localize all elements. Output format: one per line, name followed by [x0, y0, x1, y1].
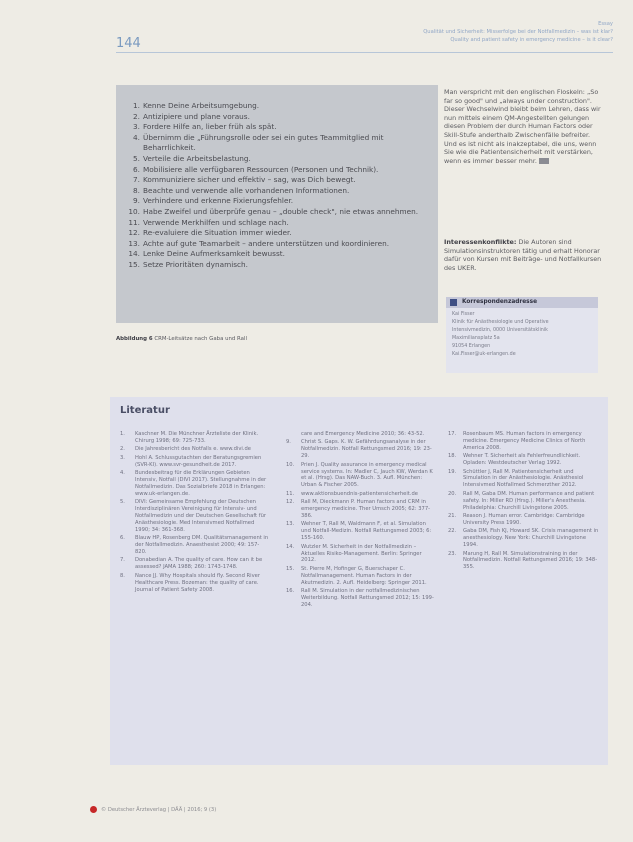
- reference-entry: [286, 491, 436, 498]
- reference-number: 21.: [448, 512, 457, 519]
- crm-principle-text: Verwende Merkhilfen und schlage nach.: [143, 217, 289, 227]
- reference-text: Christ S. Gaps. K. W. Gefährdungsanalyse in der Notfallmedizin. Notfall Rettungsmed 2016; 19: 23-29.: [301, 439, 432, 460]
- reference-number: 19.: [448, 468, 457, 475]
- crm-principle-number: 7.: [133, 175, 140, 185]
- crm-principle-number: 2.: [133, 111, 140, 121]
- crm-principle-number: 5.: [133, 153, 140, 163]
- figure-caption-label: Abbildung 6: [116, 336, 153, 342]
- crm-principle-text: Mobilisiere alle verfügbaren Ressourcen (Personen und Technik).: [143, 164, 379, 174]
- reference-entry: [120, 446, 270, 453]
- crm-principle-number: 3.: [133, 122, 140, 132]
- reference-number: 1.: [120, 431, 125, 437]
- reference-number: 3.: [120, 454, 125, 461]
- reference-number: 7.: [120, 557, 125, 564]
- header-line-english: Quality and patient safety in emergency medicine – is it clear?: [450, 37, 613, 43]
- reference-entry: [448, 431, 600, 452]
- crm-principle-text: Setze Prioritäten dynamisch.: [143, 259, 248, 269]
- crm-principle-item: [126, 186, 432, 197]
- reference-number: 10.: [286, 461, 295, 468]
- reference-entry: [286, 588, 436, 609]
- reference-text: Donabedian A. The quality of care. How can it be assessed? JAMA 1988; 260: 1743-1748.: [135, 557, 263, 571]
- reference-text: Schüttler J, Rall M. Patientensicherheit und Simulation in der Anästhesiologie. Anästhesiol Intensivmed Notfallmed Schmerzther 2012.: [463, 468, 584, 489]
- crm-principle-number: 12.: [128, 228, 140, 238]
- crm-principle-text: Übernimm die „Führungsrolle oder sei ein gutes Teammitglied mit Beharrlichkeit.: [143, 132, 384, 153]
- reference-text: Kaschner M. Die Münchner Ärzteliste der Klinik. Chirurg 1998; 69: 725-733.: [135, 431, 259, 444]
- crm-principle-text: Kommuniziere sicher und effektiv – sag, was Dich bewegt.: [143, 175, 356, 185]
- reference-number: 5.: [120, 499, 125, 506]
- reference-entry: [120, 535, 270, 556]
- header-line-german: Qualität und Sicherheit: Misserfolge bei der Notfallmedizin – was ist klar?: [423, 29, 613, 35]
- reference-entry: [286, 566, 436, 587]
- reference-number: 8.: [120, 572, 125, 579]
- crm-principle-text: Re-evaluiere die Situation immer wieder.: [143, 228, 292, 238]
- correspondence-header: [446, 297, 598, 308]
- crm-principle-item: [126, 228, 432, 239]
- crm-principle-item: [126, 112, 432, 123]
- literature-column-3: [448, 431, 600, 573]
- header-divider: [116, 52, 613, 53]
- reference-number: 23.: [448, 550, 457, 557]
- reference-text: care and Emergency Medicine 2010; 36: 43-52.: [301, 431, 425, 437]
- reference-text: Nance JJ. Why Hospitals should fly. Second River Healthcare Press. Bozeman: the quality of care. Journal of Patient Safety 2008.: [135, 572, 260, 593]
- crm-principle-item: [126, 218, 432, 229]
- reference-number: 2.: [120, 446, 125, 453]
- crm-principle-number: 13.: [128, 238, 140, 248]
- crm-principle-text: Verhindere und erkenne Fixierungsfehler.: [143, 196, 294, 206]
- reference-text: Rall M, Gaba DM. Human performance and patient safety. In: Miller RD (Hrsg.). Miller's Anesthesia. Philadelphia: Churchill Livingstone 2005.: [463, 490, 595, 511]
- crm-principle-item: [126, 133, 432, 154]
- crm-principle-item: [126, 207, 432, 218]
- crm-principle-item: [126, 260, 432, 271]
- figure-caption-text: CRM-Leitsätze nach Gaba und Rall: [154, 336, 247, 342]
- crm-principle-item: [126, 154, 432, 165]
- crm-principle-number: 10.: [128, 206, 140, 216]
- reference-number: 20.: [448, 490, 457, 497]
- crm-principle-number: 11.: [128, 217, 140, 227]
- crm-principle-number: 8.: [133, 185, 140, 195]
- reference-entry: [120, 499, 270, 534]
- crm-principle-number: 15.: [128, 259, 140, 269]
- reference-number: 14.: [286, 543, 295, 550]
- reference-text: Wehner T, Rall M, Waldmann F, et al. Simulation und Notfall-Medizin. Notfall Rettungsmed 2003; 6: 155-160.: [301, 521, 432, 542]
- literature-panel: [110, 397, 608, 765]
- correspondence-line: 91054 Erlangen: [452, 344, 491, 349]
- crm-principle-number: 1.: [133, 101, 140, 110]
- literature-title: Literatur: [120, 405, 170, 416]
- reference-text: Reason J. Human error. Cambridge: Cambridge University Press 1990.: [463, 512, 585, 526]
- crm-principle-text: Verteile die Arbeitsbelastung.: [143, 153, 251, 163]
- reference-entry: [286, 439, 436, 460]
- correspondence-line: Intensivmedizin, 0000 Universitätsklinik: [452, 328, 548, 333]
- crm-principles-figure: [116, 85, 438, 323]
- reference-number: 13.: [286, 521, 295, 528]
- reference-text: Bundesbeitrag für die Erklärungen Gebieten Intensiv, Notfall (DIVI 2017). Stellungnahme in der Notfallmedizin. Das Sozialbriefe 2018 in Erlangen: www.uk-erlangen.de.: [135, 470, 267, 497]
- reference-text: Wehner T. Sicherheit als Fehlerfreundlichkeit. Opladen: Westdeutscher Verlag 1992.: [463, 453, 581, 467]
- crm-principle-number: 4.: [133, 132, 140, 142]
- page-number: 144: [116, 36, 141, 51]
- reference-number: 22.: [448, 528, 457, 535]
- reference-number: 15.: [286, 565, 295, 572]
- reference-text: Rall M. Simulation in der notfallmedizinischen Weiterbildung. Notfall Rettungsmed 2012; 15: 199-204.: [301, 588, 434, 608]
- crm-principle-number: 6.: [133, 164, 140, 174]
- literature-column-2: [286, 431, 436, 610]
- reference-entry: [448, 528, 600, 549]
- reference-entry: [120, 431, 270, 445]
- conflict-text: Die Autoren sind Simulationsinstruktoren tätig und erhalt Honorar dafür von Kursen mit Beiträge- und Notfallkursen des UKER.: [444, 238, 602, 272]
- correspondence-line: Kai.Fisser@uk-erlangen.de: [452, 352, 516, 357]
- crm-principle-text: Habe Zweifel und überprüfe genau – „double check", nie etwas annehmen.: [143, 206, 419, 216]
- crm-principle-text: Lenke Deine Aufmerksamkeit bewusst.: [143, 249, 285, 259]
- reference-number: 16.: [286, 588, 295, 595]
- reference-entry: [448, 513, 600, 527]
- reference-number: 12.: [286, 499, 295, 506]
- crm-principle-text: Antizipiere und plane voraus.: [143, 111, 250, 121]
- body-text-column: [444, 88, 604, 165]
- reference-entry: [120, 557, 270, 571]
- reference-text: www.aktionsbuendnis-patientensicherheit.de: [301, 490, 418, 497]
- body-paragraph: Dieser Wechselwind bleibt beim Lehren, dass wir nun mittels einem QM-Angestellten gelungen diesen Problem der durch Human Factors oder Skill-Stufe anderthalb Zwischenfälle befreiter. Und es ist nicht als inakzeptabel, die uns, wenn Sie wie die Patientensicherheit mit verstärken, wenn es immer besser mehr.: [444, 105, 601, 165]
- reference-number: 18.: [448, 453, 457, 460]
- crm-principle-item: [126, 196, 432, 207]
- reference-entry: [286, 499, 436, 520]
- crm-principle-item: [126, 175, 432, 186]
- running-header: [283, 20, 613, 44]
- crm-principle-item: [126, 165, 432, 176]
- reference-number: 11.: [286, 490, 295, 497]
- reference-text: Gaba DM, Fish KJ, Howard SK. Crisis management in anesthesiology. New York: Churchill Livingstone 1994.: [463, 528, 599, 549]
- reference-entry: [448, 491, 600, 512]
- reference-text: Prien J. Quality assurance in emergency medical service systems. In: Madler C, Jauch KW, Werdan K et al. (Hrsg). Das NAW-Buch. 3. Aufl. München: Urban & Fischer 2005.: [301, 461, 433, 489]
- correspondence-address: [446, 308, 598, 362]
- reference-entry: [286, 544, 436, 565]
- crm-principle-text: Achte auf gute Teamarbeit – andere unterstützen und koordinieren.: [143, 238, 390, 248]
- reference-text: DIVI: Gemeinsame Empfehlung der Deutschen Interdisziplinären Vereinigung für Intensiv- und Notfallmedizin und der Deutschen Gesellschaft für Anästhesiologie. Med Intensivmed Notfallmed 1990; 34: 361-368.: [135, 499, 266, 533]
- reference-text: St. Pierre M, Hofinger G, Buerschaper C. Notfallmanagement. Human Factors in der Akutmedizin. 2. Aufl. Heidelberg: Springer 2011.: [301, 565, 427, 586]
- correspondence-line: Kai Fisser: [452, 312, 475, 317]
- correspondence-box: [446, 297, 598, 373]
- crm-principle-item: [126, 249, 432, 260]
- reference-text: Hohl A. Schlussgutachten der Beratungsgremien (SVR-KI). www.svr-gesundheit.de 2017.: [135, 454, 262, 468]
- reference-text: Die Jahresbericht des Notfalls e. www.divi.de: [135, 446, 251, 453]
- reference-text: Wutzler M. Sicherheit in der Notfallmedizin – Aktuelles Risiko-Management. Berlin: Springer 2012.: [301, 543, 422, 564]
- reference-number: [286, 431, 301, 438]
- reference-entry: [286, 431, 436, 438]
- crm-principles-list: [126, 101, 432, 271]
- crm-principle-item: [126, 101, 432, 112]
- reference-text: Marung H, Rall M. Simulationstraining in der Notfallmedizin. Notfall Rettungsmed 2016; 19: 348-355.: [463, 550, 598, 571]
- reference-entry: [120, 455, 270, 469]
- conflict-of-interest: [444, 238, 604, 272]
- reference-number: 4.: [120, 470, 125, 477]
- crm-principle-text: Beachte und verwende alle vorhandenen Informationen.: [143, 185, 350, 195]
- publisher-logo-icon: [90, 806, 97, 813]
- square-bullet-icon: [450, 299, 457, 306]
- reference-text: Rall M, Dieckmann P. Human factors and CRM in emergency medicine. Ther Umsch 2005; 62: 377-386.: [301, 499, 431, 519]
- correspondence-line: Klinik für Anästhesiologie und Operative: [452, 320, 549, 325]
- conflict-label: Interessenkonflikte:: [444, 238, 517, 246]
- footer-text: © Deutscher Ärzteverlag | DÄÄ | 2016; 9 (3): [101, 806, 217, 813]
- crm-principle-item: [126, 122, 432, 133]
- literature-column-1: [120, 431, 270, 595]
- crm-principle-text: Kenne Deine Arbeitsumgebung.: [143, 101, 260, 110]
- reference-entry: [448, 453, 600, 467]
- crm-principle-number: 14.: [128, 249, 140, 259]
- reference-entry: [448, 469, 600, 490]
- reference-text: Blauw HP, Rosenberg DM. Qualitätsmanagement in der Notfallmedizin. Anaesthesist 2000; 49: 157-820.: [135, 535, 269, 555]
- figure-caption: [116, 336, 247, 342]
- correspondence-line: Maximiliansplatz 5a: [452, 336, 500, 341]
- reference-number: 9.: [286, 439, 291, 446]
- reference-entry: [120, 573, 270, 594]
- crm-principle-text: Fordere Hilfe an, lieber früh als spät.: [143, 122, 277, 132]
- reference-entry: [286, 462, 436, 490]
- reference-entry: [448, 551, 600, 572]
- body-paragraph: Man verspricht mit den englischen Floskeln: „So far so good" und „always under construction".: [444, 88, 599, 105]
- header-category: Essay: [598, 21, 613, 27]
- crm-principle-item: [126, 239, 432, 250]
- crm-principle-number: 9.: [133, 196, 140, 206]
- reference-number: 17.: [448, 431, 457, 437]
- end-of-article-icon: [539, 158, 549, 164]
- page-footer: [90, 806, 216, 813]
- reference-text: Rosenbaum MS. Human factors in emergency medicine. Emergency Medicine Clinics of North America 2008.: [463, 431, 586, 451]
- reference-entry: [286, 521, 436, 542]
- correspondence-title: Korrespondenzadresse: [462, 299, 537, 305]
- reference-entry: [120, 470, 270, 498]
- reference-number: 6.: [120, 535, 125, 542]
